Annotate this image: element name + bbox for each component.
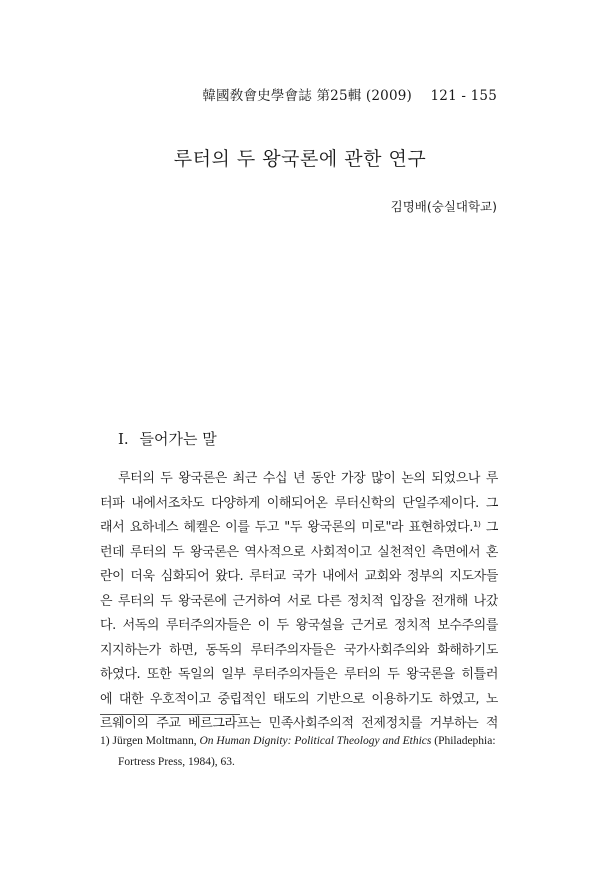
footnote-marker: 1) <box>100 735 110 747</box>
body-line: 터파 내에서조차도 다양하게 이해되어온 루터신학의 단일주제이다. 그 <box>100 495 498 511</box>
footnote-line <box>100 731 500 752</box>
body-line: 에 대한 우호적이고 중립적인 태도의 기반으로 이용하기도 하였고, 노 <box>100 691 498 707</box>
body-line: 하였다. 또한 독일의 일부 루터주의자들은 루터의 두 왕국론을 히틀러 <box>100 667 498 682</box>
body-line: 지지하는가 하면, 동독의 루터주의자들은 국가사회주의와 화해하기도 <box>100 642 498 658</box>
body-line: 은 루터의 두 왕국론에 근거하여 서로 다른 정치적 입장을 전개해 나갔 <box>100 593 498 609</box>
journal-citation: 韓國敎會史學會誌 第25輯 (2009) <box>202 88 413 104</box>
footnote-author: Jürgen Moltmann, <box>112 735 197 747</box>
body-paragraph <box>100 467 498 737</box>
section-heading <box>118 428 217 449</box>
footnote-line-continued: Fortress Press, 1984), 63. <box>118 756 235 768</box>
body-line: 래서 요하네스 헤켈은 이를 두고 "두 왕국론의 미로"라 표현하였다.¹⁾ 그 <box>100 520 498 535</box>
page-range: 121 - 155 <box>430 88 497 104</box>
footnote-divider <box>100 714 240 715</box>
body-line: 란이 더욱 심화되어 왔다. 루터교 국가 내에서 교회와 정부의 지도자들 <box>100 569 498 584</box>
author-affiliation: 김명배(숭실대학교) <box>390 199 497 214</box>
body-line: 런데 루터의 두 왕국론은 역사적으로 사회적이고 실천적인 측면에서 혼 <box>100 544 498 560</box>
footnote <box>100 731 500 773</box>
running-header <box>0 84 497 104</box>
paper-title: 루터의 두 왕국론에 관한 연구 <box>173 148 427 170</box>
body-line: 다. 서독의 루터주의자들은 이 두 왕국설을 근거로 정치적 보수주의를 <box>100 618 498 633</box>
footnote-book-title: On Human Dignity: Political Theology and Ethics <box>199 735 432 747</box>
section-number: I. <box>118 430 129 448</box>
body-line: 르웨이의 주교 베르그라프는 민족사회주의적 전제정치를 거부하는 적 <box>100 716 498 731</box>
footnote-publisher: (Philadephia: <box>434 735 496 747</box>
section-title: 들어가는 말 <box>139 430 217 448</box>
body-line: 루터의 두 왕국론은 최근 수십 년 동안 가장 많이 논의 되었으나 루 <box>118 471 498 486</box>
